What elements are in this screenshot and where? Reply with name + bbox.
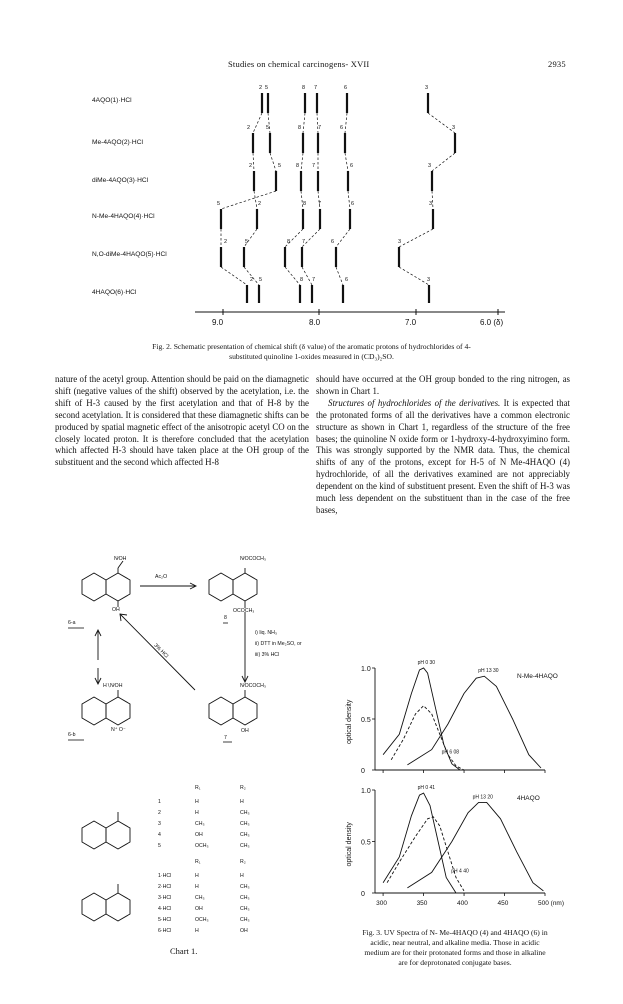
compound-label: 4HAQO(6)·HCl xyxy=(92,289,137,296)
caption-line: are for deprotonated conjugate bases. xyxy=(398,958,512,967)
chart-title: N-Me-4HAQO xyxy=(517,673,558,680)
svg-text:5: 5 xyxy=(259,277,263,283)
structure-label: N∕OCOCH₃ xyxy=(240,556,267,562)
svg-text:8: 8 xyxy=(287,239,291,245)
table-row: H xyxy=(195,884,199,890)
series-label: pH 6 08 xyxy=(441,749,460,756)
svg-text:6: 6 xyxy=(345,277,349,283)
axis-tick: 6.0 (δ) xyxy=(480,318,504,327)
series-label: pH 0 41 xyxy=(417,785,436,792)
svg-text:2: 2 xyxy=(259,85,263,91)
compound-number: 7 xyxy=(224,735,227,741)
compound-label: N-Me-4HAQO(4)·HCl xyxy=(92,213,155,220)
table-row: CH₃ xyxy=(195,895,205,901)
table-row: H xyxy=(195,928,199,934)
svg-text:3: 3 xyxy=(452,125,456,131)
svg-text:3: 3 xyxy=(427,277,431,283)
svg-text:8: 8 xyxy=(302,85,306,91)
svg-text:5: 5 xyxy=(265,85,269,91)
svg-text:3: 3 xyxy=(428,163,432,169)
table-row: 2 xyxy=(158,810,161,816)
chart-1-caption: Chart 1. xyxy=(170,946,198,956)
reaction-step: iii) 3% HCl xyxy=(255,652,280,658)
structure-label: N⁺ O⁻ xyxy=(111,727,126,733)
y-axis-label: optical density xyxy=(346,822,353,867)
svg-text:6: 6 xyxy=(350,163,354,169)
svg-text:7: 7 xyxy=(312,277,316,283)
svg-text:2: 2 xyxy=(249,163,253,169)
table-row: 1·HCl xyxy=(158,873,172,879)
table-row: OCH₃ xyxy=(195,917,209,923)
y-tick-label: 0 xyxy=(361,768,365,775)
table-row: 1 xyxy=(158,799,161,805)
y-tick-label: 0.5 xyxy=(361,717,371,724)
y-tick-label: 0.5 xyxy=(361,839,371,847)
svg-text:7: 7 xyxy=(312,163,316,169)
table-row: 2·HCl xyxy=(158,884,172,890)
svg-text:3: 3 xyxy=(429,201,433,207)
svg-text:3: 3 xyxy=(425,85,429,91)
compound-label: 4AQO(1)·HCl xyxy=(92,97,132,104)
y-axis-label: optical density xyxy=(346,699,353,744)
table-row: OH xyxy=(240,928,248,934)
reagent-label: 3% HCl xyxy=(152,642,170,660)
paragraph-text: It is expected that the protonated forms of all the derivatives have a common electronic structure as shown in Chart 1, regardless of the structure of the free bases; the quinoline N oxide form or 1-hydroxy-4-hydroxyimino form. This was strongly supported by the NMR data. Thus, the chemical shifts of any of the protons, except for H-5 of N Me-4HAQO (4) hydrochloride, of all the derivatives examined are not appreciably dependent on the kind of substituent present. Even the shift of H-3 was much less dependent on the substituent than in the case of the free bases, xyxy=(316,397,570,515)
structure-label: N∕OH xyxy=(114,556,127,562)
table-header: R₁ xyxy=(195,785,201,791)
table-header: R₂ xyxy=(240,785,246,791)
series-label: pH 13 20 xyxy=(472,794,493,801)
compound-number: 8 xyxy=(224,615,227,621)
running-title: Studies on chemical carcinogens- XVII xyxy=(228,59,370,69)
table-row: CH₃ xyxy=(240,821,250,827)
spectrum-line xyxy=(407,802,543,891)
svg-text:6: 6 xyxy=(344,85,348,91)
y-tick-label: 1.0 xyxy=(361,666,371,673)
axis-tick: 9.0 xyxy=(212,318,224,327)
svg-text:7: 7 xyxy=(314,85,318,91)
x-tick-label: 300 xyxy=(376,900,387,907)
reaction-step: ii) DTT in Me₂SO, or xyxy=(255,641,302,647)
table-row: CH₃ xyxy=(240,810,250,816)
table-row: H xyxy=(195,810,199,816)
caption-line: Fig. 3. UV Spectra of N- Me-4HAQO (4) and 4HAQO (6) in xyxy=(362,928,548,937)
table-row: 3 xyxy=(158,821,161,827)
structure-label: OH xyxy=(112,607,120,613)
spectrum-line xyxy=(391,706,464,770)
x-tick-label: 400 xyxy=(457,900,468,907)
svg-text:7: 7 xyxy=(318,125,322,131)
series-label: pH 0 30 xyxy=(417,660,436,666)
figure-3-caption xyxy=(331,928,579,968)
table-row: CH₃ xyxy=(240,832,250,838)
table-row: 5·HCl xyxy=(158,917,172,923)
y-tick-label: 1.0 xyxy=(361,788,371,795)
structure-label: OH xyxy=(241,728,249,734)
x-tick-label: 450 xyxy=(497,900,509,907)
spectrum-line xyxy=(407,676,541,768)
axis-tick: 8.0 xyxy=(309,318,321,327)
table-header: R₂ xyxy=(240,859,246,865)
series-label: pH 13 30 xyxy=(478,668,499,675)
x-tick-label: 350 xyxy=(416,900,428,907)
chart-title: 4HAQO xyxy=(517,795,540,802)
spectrum-line xyxy=(387,817,464,891)
structure-label: OCOCH₃ xyxy=(233,608,255,614)
series-label: pH 4 40 xyxy=(451,868,469,875)
page-number: 2935 xyxy=(548,59,566,69)
table-row: H xyxy=(240,873,244,879)
svg-text:5: 5 xyxy=(278,163,282,169)
compound-number: 6-a xyxy=(68,620,76,626)
table-row: H xyxy=(195,873,199,879)
svg-text:8: 8 xyxy=(296,163,300,169)
compound-label: Me-4AQO(2)·HCl xyxy=(92,139,143,146)
caption-line: Fig. 2. Schematic presentation of chemical shift (δ value) of the aromatic protons of hydrochlorides of 4- xyxy=(152,342,471,351)
table-row: OH xyxy=(195,832,203,838)
y-tick-label: 0 xyxy=(361,891,365,898)
compound-label: N,O-diMe-4HAQO(5)·HCl xyxy=(92,251,167,258)
table-row: 5 xyxy=(158,843,161,849)
table-row: OH xyxy=(195,906,203,912)
table-row: 4 xyxy=(158,832,161,838)
table-row: H xyxy=(240,799,244,805)
table-row: CH₃ xyxy=(240,895,250,901)
svg-text:6: 6 xyxy=(331,239,335,245)
table-row: 6·HCl xyxy=(158,928,172,934)
svg-text:2: 2 xyxy=(247,125,251,131)
svg-text:5: 5 xyxy=(245,239,249,245)
table-row: CH₃ xyxy=(195,821,205,827)
table-row: CH₃ xyxy=(240,906,250,912)
paragraph: nature of the acetyl group. Attention should be paid on the diamagnetic shift (negative values of the shift) observed by the acetylation, i.e. the shift of H-3 caused by the first acetylation and that of H-8 by the second acetylation. It is considered that these diamagnetic shifts can be produced by spatial magnetic effect of the anisotropic acetyl CO on the closely located proton. It is therefore concluded that the acetylation which affected H-3 should have taken place at the OH group of the substituent and the second which affected H-8 xyxy=(55,374,309,468)
svg-text:5: 5 xyxy=(266,125,270,131)
svg-text:6: 6 xyxy=(351,201,355,207)
table-row: CH₃ xyxy=(240,884,250,890)
axis-tick: 7.0 xyxy=(405,318,417,327)
compound-number: 6-b xyxy=(68,732,76,738)
reaction-step: i) liq. NH₃ xyxy=(255,630,277,636)
caption-line: substituted quinoline 1-oxides measured in (CD₃)₂SO. xyxy=(229,352,394,361)
table-header: R₁ xyxy=(195,859,201,865)
svg-text:7: 7 xyxy=(318,201,322,207)
table-row: 4·HCl xyxy=(158,906,172,912)
svg-text:5: 5 xyxy=(217,201,221,207)
caption-line: acidic, near neutral, and alkaline media. Those in acidic xyxy=(370,938,540,947)
svg-text:6: 6 xyxy=(340,125,344,131)
svg-text:8: 8 xyxy=(300,277,304,283)
paragraph: should have occurred at the OH group bonded to the ring nitrogen, as shown in Chart 1. xyxy=(316,374,570,396)
structure-label: N∕OCOCH₃ xyxy=(240,683,267,689)
x-tick-label: 500 (nm) xyxy=(538,900,565,907)
table-row: H xyxy=(195,799,199,805)
compound-label: diMe-4AQO(3)·HCl xyxy=(92,177,149,184)
table-row: CH₃ xyxy=(240,843,250,849)
svg-text:2: 2 xyxy=(224,239,228,245)
svg-text:3: 3 xyxy=(398,239,402,245)
svg-text:2: 2 xyxy=(258,201,262,207)
table-row: OCH₃ xyxy=(195,843,209,849)
section-heading: Structures of hydrochlorides of the derivatives. xyxy=(328,397,501,408)
structure-label: H∖N∕OH xyxy=(103,683,123,689)
table-row: 3·HCl xyxy=(158,895,172,901)
svg-text:7: 7 xyxy=(302,239,306,245)
table-row: CH₃ xyxy=(240,917,250,923)
svg-text:2: 2 xyxy=(250,277,254,283)
svg-text:8: 8 xyxy=(298,125,302,131)
svg-text:8: 8 xyxy=(303,201,307,207)
caption-line: medium are for their protonated forms and those in alkaline xyxy=(364,948,546,957)
reagent-label: Ac₂O xyxy=(155,574,168,580)
